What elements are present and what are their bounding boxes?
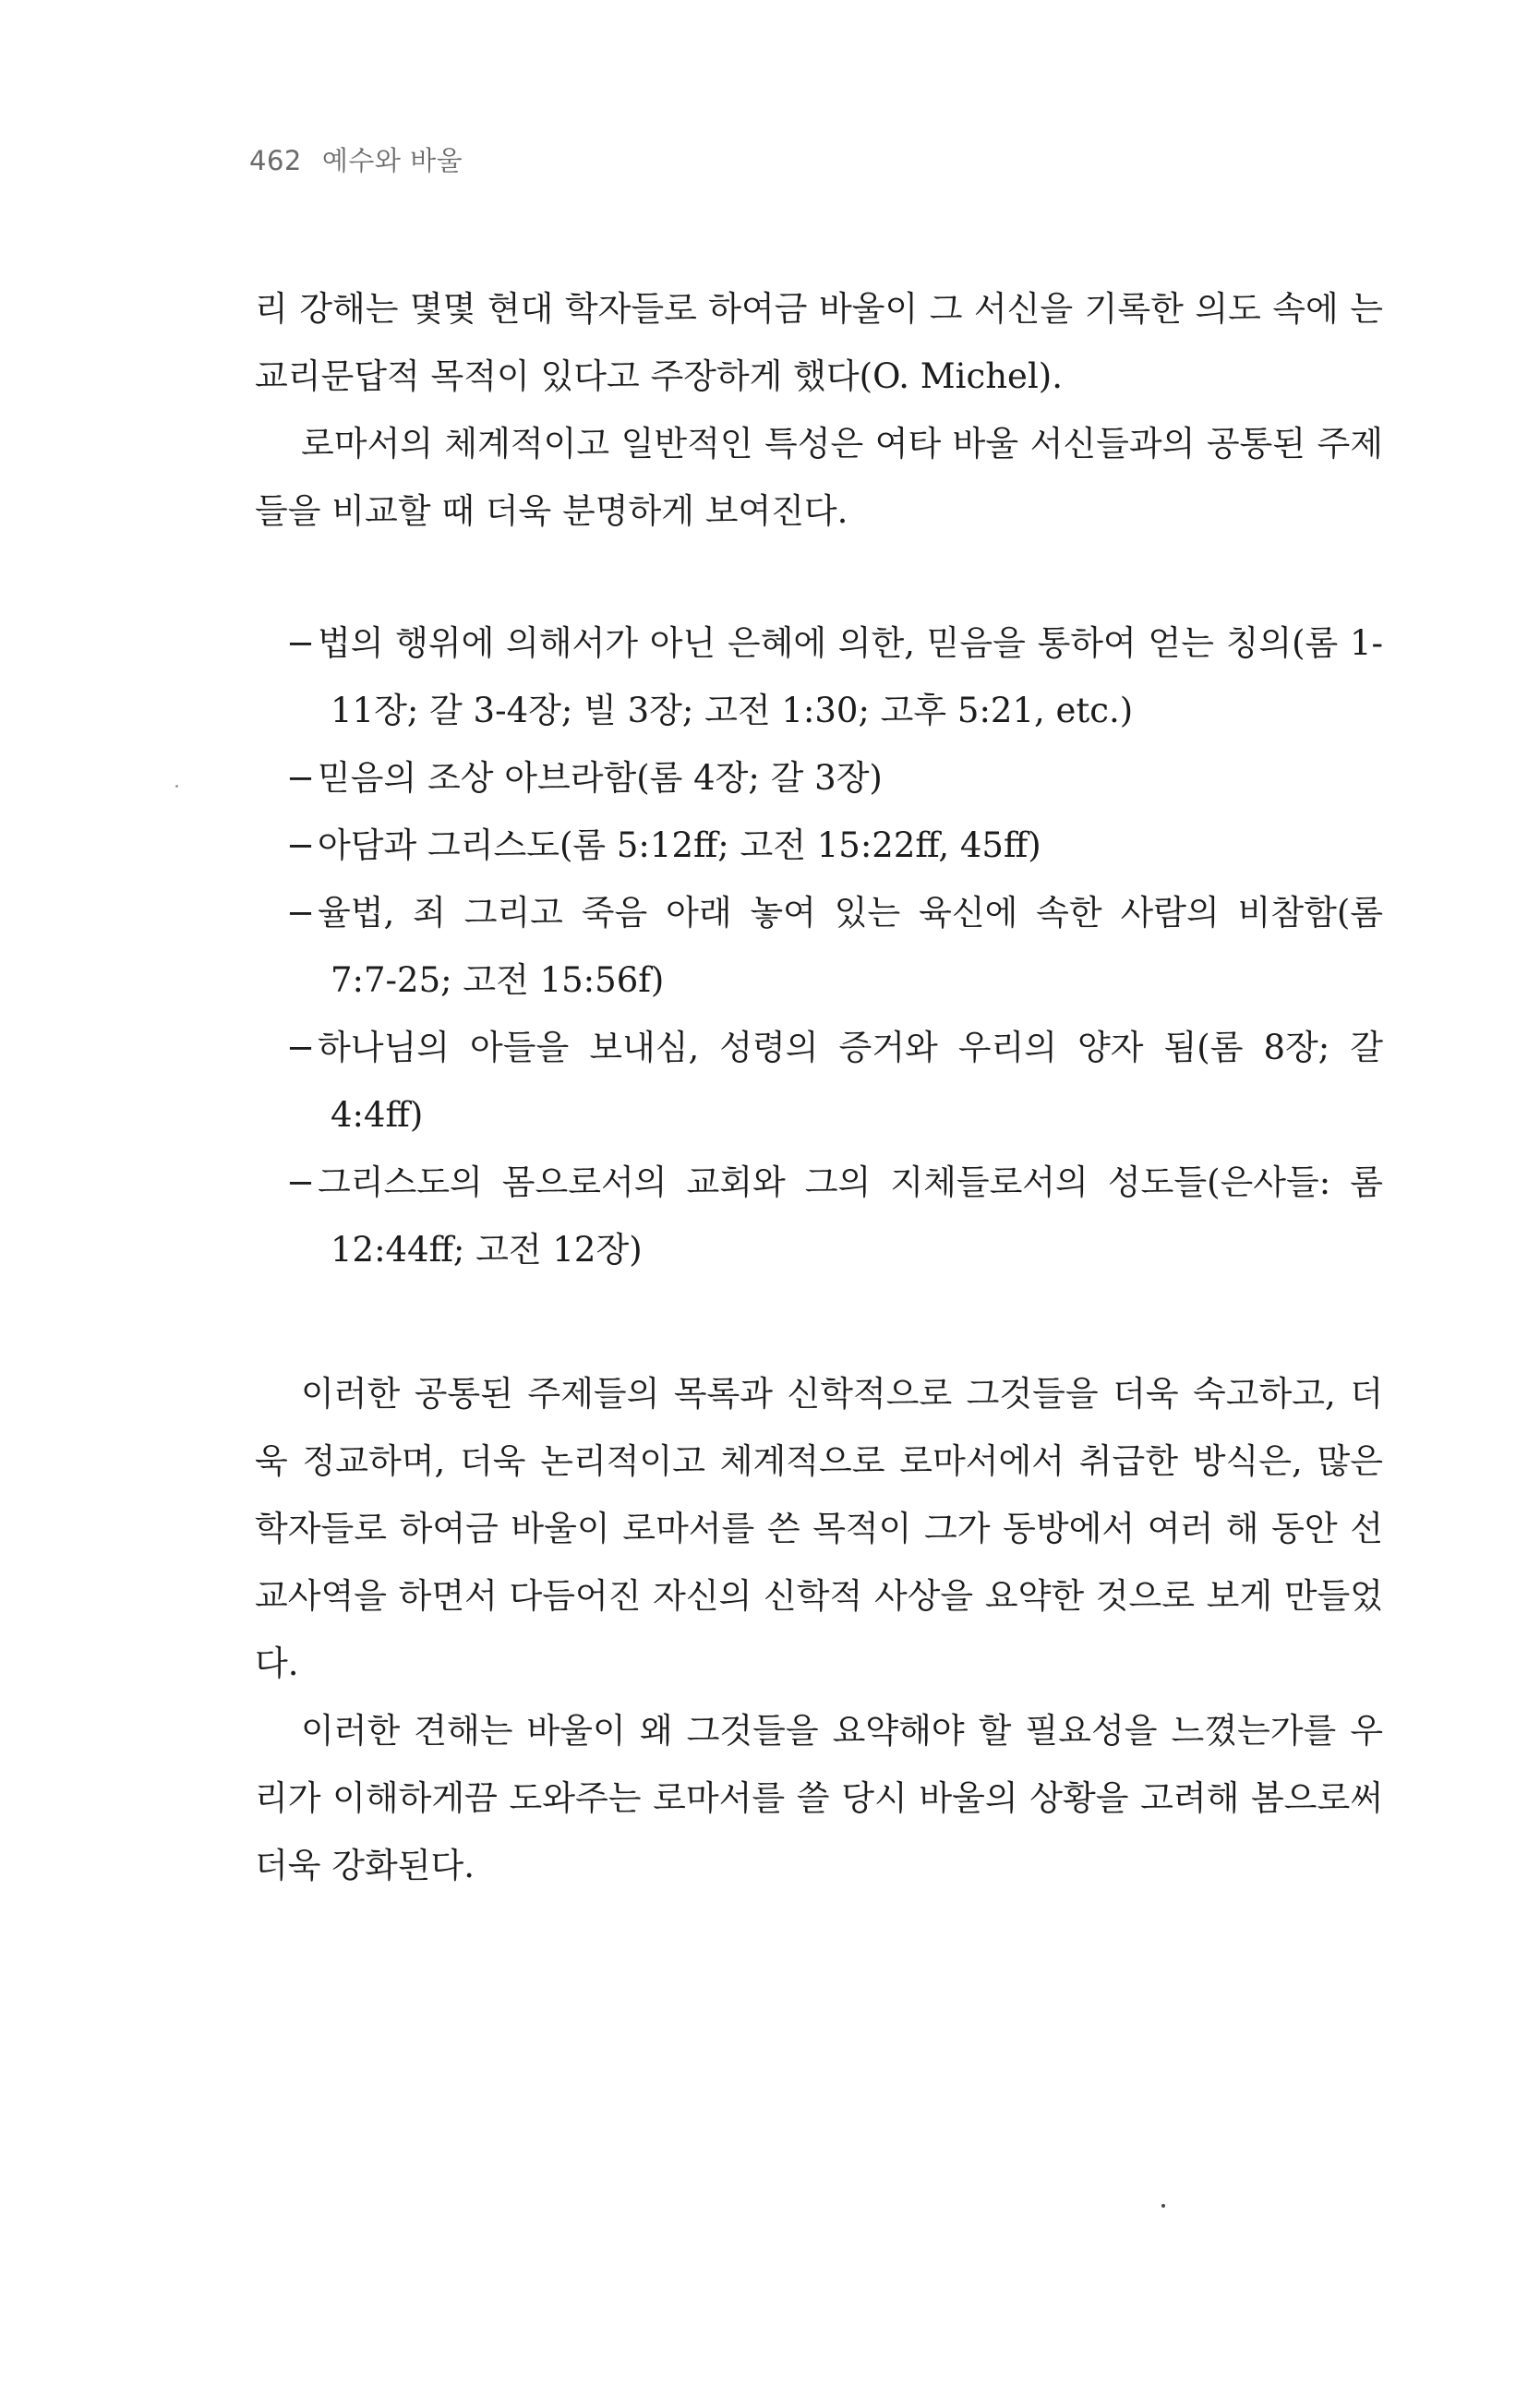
- dash-marker: −: [286, 825, 316, 865]
- list-item: [255, 609, 1383, 744]
- list-item-text: 아담과 그리스도(롬 5:12ff; 고전 15:22ff, 45ff): [318, 825, 1041, 865]
- page-number: 462: [249, 145, 302, 176]
- list-item: [255, 1014, 1383, 1149]
- dash-marker: −: [286, 1162, 316, 1202]
- book-title: 예수와 바울: [321, 145, 463, 176]
- scan-speck: [175, 785, 178, 788]
- list-item: [255, 879, 1383, 1014]
- list-item: [255, 744, 1383, 812]
- dash-marker: −: [286, 893, 316, 933]
- common-themes-list: [255, 609, 1383, 1283]
- closing-paragraphs: [255, 1360, 1383, 1899]
- list-item-text: 믿음의 조상 아브라함(롬 4장; 갈 3장): [318, 758, 883, 798]
- list-item-text: 하나님의 아들을 보내심, 성령의 증거와 우리의 양자 됨(롬 8장; 갈 4:4ff): [318, 1028, 1383, 1135]
- list-item-text: 법의 행위에 의해서가 아닌 은혜에 의한, 믿음을 통하여 얻는 칭의(롬 1-11장; 갈 3-4장; 빌 3장; 고전 1:30; 고후 5:21, etc.): [318, 623, 1383, 730]
- running-head: [249, 140, 463, 178]
- dash-marker: −: [286, 623, 316, 663]
- dash-marker: −: [286, 1028, 316, 1067]
- paragraph-romans-characteristics: 로마서의 체계적이고 일반적인 특성은 여타 바울 서신들과의 공통된 주제들을 비교할 때 더욱 분명하게 보여진다.: [255, 424, 1383, 531]
- list-item: [255, 1149, 1383, 1283]
- paragraph-view-strengthened: 이러한 견해는 바울이 왜 그것들을 요약해야 할 필요성을 느꼈는가를 우리가 이해하게끔 도와주는 로마서를 쓸 당시 바울의 상황을 고려해 봄으로써 더욱 강화된다.: [255, 1711, 1383, 1885]
- list-item-text: 율법, 죄 그리고 죽음 아래 놓여 있는 육신에 속한 사람의 비참함(롬 7:7-25; 고전 15:56f): [318, 893, 1383, 1000]
- dash-marker: −: [286, 758, 316, 798]
- scan-speck: [1161, 2204, 1165, 2208]
- list-item: [255, 812, 1383, 879]
- paragraph-continuation: 리 강해는 몇몇 현대 학자들로 하여금 바울이 그 서신을 기록한 의도 속에 는 교리문답적 목적이 있다고 주장하게 했다(O. Michel).: [255, 289, 1383, 396]
- list-item-text: 그리스도의 몸으로서의 교회와 그의 지체들로서의 성도들(은사들: 롬 12:44ff; 고전 12장): [318, 1162, 1383, 1270]
- paragraph-common-themes: 이러한 공통된 주제들의 목록과 신학적으로 그것들을 더욱 숙고하고, 더욱 정교하며, 더욱 논리적이고 체계적으로 로마서에서 취급한 방식은, 많은 학자들로 하여금 바울이 로마서를 쓴 목적이 그가 동방에서 여러 해 동안 선교사역을 하면서 다듬어진 자신의 신학적 사상을 요약한 것으로 보게 만들었다.: [255, 1374, 1383, 1683]
